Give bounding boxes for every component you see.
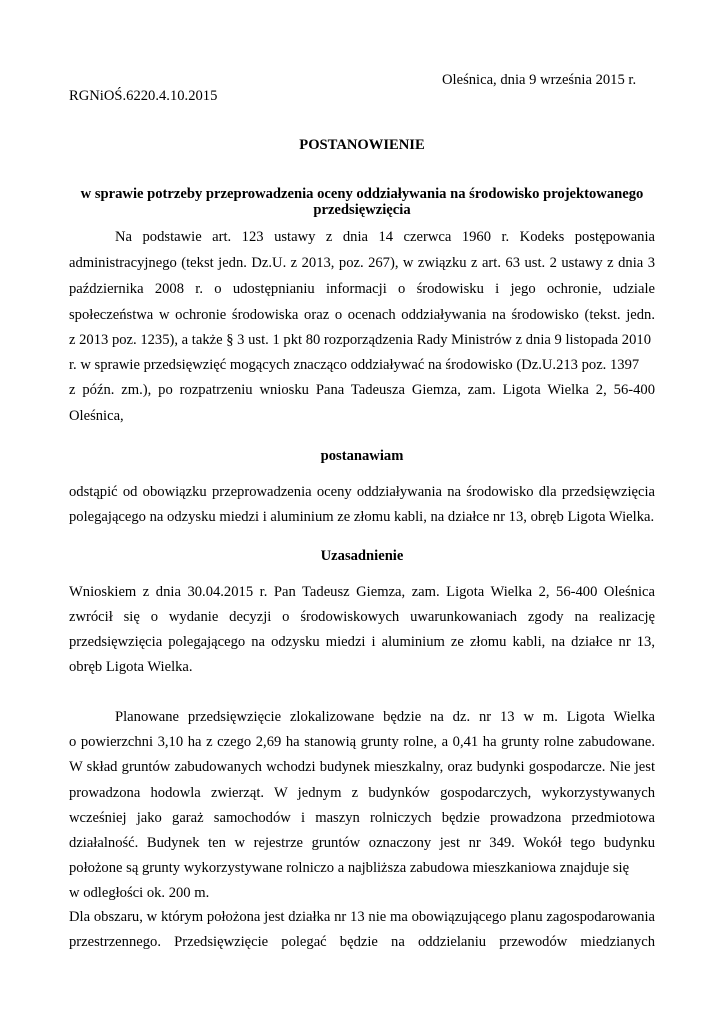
basis-line: z 2013 poz. 1235), a także § 3 ust. 1 pkt 80 rozporządzenia Rady Ministrów z dnia 9 listopada 2010 xyxy=(69,332,651,348)
subject-line-1: w sprawie potrzeby przeprowadzenia oceny oddziaływania na środowisko projektowanego xyxy=(80,186,644,202)
justification-line: o powierzchni 3,10 ha z czego 2,69 ha stanowią grunty rolne, a 0,41 ha grunty rolne zabudowane. xyxy=(69,734,655,750)
justification-line: działalność. Budynek ten w rejestrze gruntów oznaczony jest nr 349. Wokół tego budynku xyxy=(69,835,655,851)
basis-line: z późn. zm.), po rozpatrzeniu wniosku Pana Tadeusza Giemza, zam. Ligota Wielka 2, 56-400 xyxy=(69,382,655,398)
basis-line: Oleśnica, xyxy=(69,408,124,424)
justification-heading: Uzasadnienie xyxy=(320,548,404,564)
justification-line: obręb Ligota Wielka. xyxy=(69,659,193,675)
justification-line: W skład gruntów zabudowanych wchodzi budynek mieszkalny, oraz budynki gospodarcze. Nie jest xyxy=(69,759,655,775)
reference-number: RGNiOŚ.6220.4.10.2015 xyxy=(69,88,218,104)
place-date: Oleśnica, dnia 9 września 2015 r. xyxy=(442,72,637,88)
basis-line: października 2008 r. o udostępnianiu informacji o środowisku i jego ochronie, udziale xyxy=(69,281,655,297)
justification-line: wcześniej jako garaż samochodów i maszyn rolniczych będzie prowadzona przedmiotowa xyxy=(69,810,655,826)
justification-line: w odległości ok. 200 m. xyxy=(69,885,210,901)
basis-line: Na podstawie art. 123 ustawy z dnia 14 czerwca 1960 r. Kodeks postępowania xyxy=(115,229,655,245)
justification-line: Dla obszaru, w którym położona jest działka nr 13 nie ma obowiązującego planu zagospodarowania xyxy=(69,909,655,925)
justification-line: zwrócił się o wydanie decyzji o środowiskowych uwarunkowaniach zgody na realizację xyxy=(69,609,655,625)
basis-line: społeczeństwa w ochronie środowiska oraz o ocenach oddziaływania na środowisko (tekst. jedn. xyxy=(69,307,655,323)
justification-line: przedsięwzięcia polegającego na odzysku miedzi i aluminium ze złomu kabli, na działce nr 13, xyxy=(69,634,655,650)
basis-line: r. w sprawie przedsięwzięć mogących znacząco oddziaływać na środowisko (Dz.U.213 poz. 1397 xyxy=(69,357,640,373)
decision-line: polegającego na odzysku miedzi i aluminium ze złomu kabli, na działce nr 13, obręb Ligota Wielka. xyxy=(69,509,655,525)
justification-line: położone są grunty wykorzystywane rolniczo a najbliższa zabudowa mieszkaniowa znajduje się xyxy=(69,860,630,876)
justification-line: Planowane przedsięwzięcie zlokalizowane będzie na dz. nr 13 w m. Ligota Wielka xyxy=(115,709,655,725)
justification-line: Wnioskiem z dnia 30.04.2015 r. Pan Tadeusz Giemza, zam. Ligota Wielka 2, 56-400 Oleśnica xyxy=(69,584,655,600)
justification-line: prowadzona hodowla zwierząt. W jednym z budynków gospodarczych, wykorzystywanych xyxy=(69,785,655,801)
decision-heading: postanawiam xyxy=(320,448,404,464)
decision-line: odstąpić od obowiązku przeprowadzenia oceny oddziaływania na środowisko dla przedsięwzięcia xyxy=(69,484,655,500)
basis-line: administracyjnego (tekst jedn. Dz.U. z 2013, poz. 267), w związku z art. 63 ust. 2 ustawy z dnia 3 xyxy=(69,255,655,271)
document-title: POSTANOWIENIE xyxy=(299,137,425,153)
justification-line: przestrzennego. Przedsięwzięcie polegać będzie na oddzielaniu przewodów miedzianych xyxy=(69,934,655,950)
subject-line-2: przedsięwzięcia xyxy=(313,202,411,218)
